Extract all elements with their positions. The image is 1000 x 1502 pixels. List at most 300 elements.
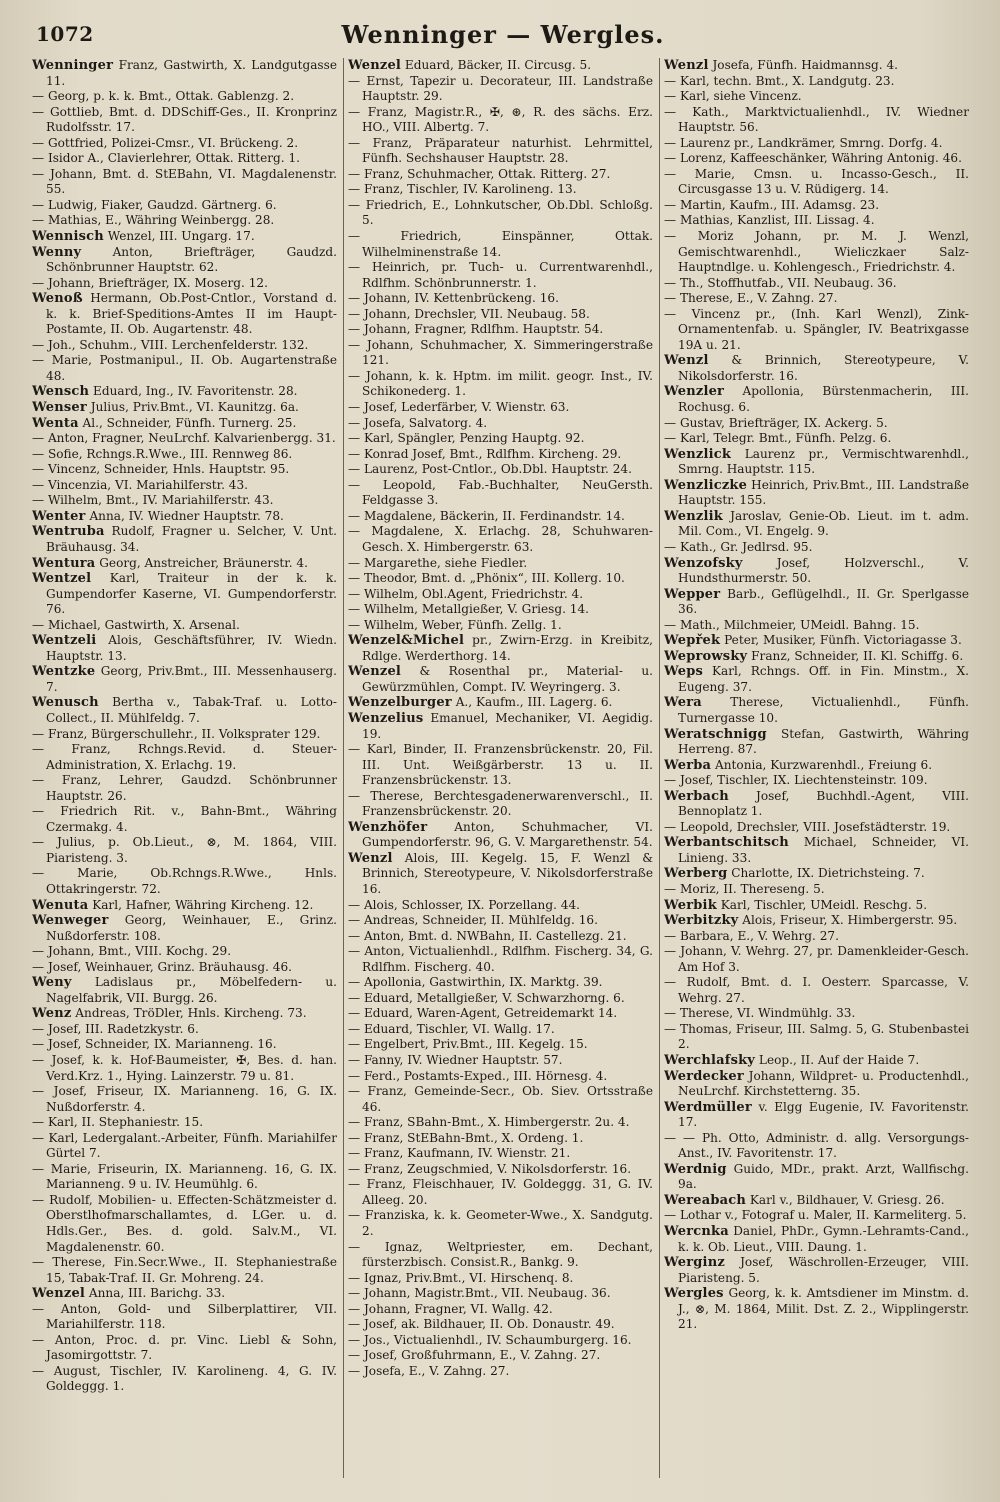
entry-surname: Wentruba [32,524,105,540]
entry-surname: Wepřek [664,633,721,649]
entry-surname: Wenzl [664,58,709,73]
directory-entry [32,1364,337,1395]
entry-details: — Magdalene, Bäckerin, II. Ferdinandstr. 14. [348,508,625,523]
entry-details: — Moriz, II. Thereseng. 5. [664,881,825,896]
directory-entry [32,1131,337,1162]
directory-entry [348,929,653,945]
directory-entry [348,447,653,463]
entry-surname: Wenusch [32,695,99,711]
directory-entry [348,1271,653,1287]
entry-details: — Kath., Gr. Jedlrsd. 95. [664,539,813,554]
directory-entry [348,1115,653,1131]
entry-details: Georg, Anstreicher, Bräunerstr. 4. [95,555,308,570]
entry-details: Karl, Traiteur in der k. k. Gumpendorfer Kaserne, VI. Gumpendorferstr. 76. [46,571,337,617]
entry-details: — — Ph. Otto, Administr. d. allg. Versorgungs-Anst., IV. Favoritenstr. 17. [664,1130,969,1161]
entry-surname: Werchlafsky [664,1053,756,1068]
entry-details: — Eduard, Tischler, VI. Wallg. 17. [348,1021,555,1036]
directory-entry [348,182,653,198]
directory-entry [664,1224,969,1255]
directory-entry [348,602,653,618]
entry-details: — Karl, siehe Vincenz. [664,89,802,104]
entry-details: — Ernst, Tapezir u. Decorateur, III. Landstraße Hauptstr. 29. [348,73,653,104]
directory-entry [664,866,969,882]
entry-details: — Marie, Postmanipul., II. Ob. Augartenstraße 48. [32,353,337,383]
entry-details: — Marie, Ob.Rchngs.R.Wwe., Hnls. Ottakringerstr. 72. [32,866,337,896]
directory-entry [664,447,969,478]
entry-details: — Wilhelm, Metallgießer, V. Griesg. 14. [348,602,589,617]
directory-entry [664,820,969,836]
entry-details: — Josef, ak. Bildhauer, II. Ob. Donaustr. 49. [348,1317,615,1332]
directory-entry [32,509,337,525]
directory-entry [664,1193,969,1209]
directory-entry [348,711,653,742]
entry-surname: Weprowsky [664,648,748,664]
entry-details: — Sofie, Rchngs.R.Wwe., III. Rennweg 86. [32,446,293,461]
entry-details: — Johann, V. Wehrg. 27, pr. Damenkleider-Gesch. Am Hof 3. [664,944,969,974]
entry-details: — Franz, Gemeinde-Secr., Ob. Siev. Ortsstraße 46. [348,1084,653,1114]
directory-entry [348,1022,653,1038]
directory-entry [664,758,969,774]
entry-details: — Eduard, Metallgießer, V. Schwarzhorng. 6. [348,990,625,1005]
directory-entry [664,74,969,90]
entry-details: — Wilhelm, Obl.Agent, Friedrichstr. 4. [348,586,584,601]
directory-entry [348,1333,653,1349]
directory-entry [348,167,653,183]
directory-entry [32,338,337,354]
directory-entry [32,89,337,105]
entry-details: — Johann, Bmt., VIII. Kochg. 29. [32,944,232,959]
entry-details: — Anton, Fragner, NeuLrchf. Kalvarienbergg. 31. [32,431,336,446]
directory-entry [32,416,337,432]
directory-entry [664,1100,969,1131]
directory-entry [348,1177,653,1208]
directory-entry [32,462,337,478]
entry-details: — Rudolf, Bmt. d. I. Oesterr. Sparcasse, V. Wehrg. 27. [664,975,969,1005]
entry-details: Emanuel, Mechaniker, VI. Aegidig. 19. [362,710,653,741]
entry-details: Alois, Geschäftsführer, IV. Wiedn. Hauptstr. 13. [46,633,337,663]
entry-details: — Fanny, IV. Wiedner Hauptstr. 57. [348,1053,563,1067]
entry-details: Jaroslav, Genie-Ob. Lieut. im t. adm. Mil. Com., VI. Engelg. 9. [678,508,969,539]
directory-entry [348,1317,653,1333]
directory-entry [348,556,653,572]
entry-details: — Karl, Binder, II. Franzensbrückenstr. 20, Fil. III. Unt. Weißgärberstr. 13 u. II. Franzensbrückenstr. 13. [348,742,653,788]
entry-details: Josefa, Fünfh. Haidmannsg. 4. [708,58,899,72]
directory-entry [664,58,969,74]
entry-surname: Wenny [32,244,82,260]
directory-entry [348,1286,653,1302]
entry-details: — Wilhelm, Bmt., IV. Mariahilferstr. 43. [32,493,274,508]
entry-details: Apollonia, Bürstenmacherin, III. Rochusg. 6. [678,384,969,415]
entry-details: — Gottlieb, Bmt. d. DDSchiff-Ges., II. Kronprinz Rudolfsstr. 17. [32,104,337,135]
directory-entry [348,291,653,307]
entry-details: Eduard, Ing., IV. Favoritenstr. 28. [89,384,298,399]
directory-entry [664,136,969,152]
entry-surname: Werginz [664,1255,725,1271]
entry-details: Rudolf, Fragner u. Selcher, V. Unt. Bräuhausg. 34. [46,524,337,554]
directory-entry [32,695,337,726]
directory-entry [664,384,969,415]
entry-details: Peter, Musiker, Fünfh. Victoriagasse 3. [720,633,962,648]
entry-details: — Joh., Schuhm., VIII. Lerchenfelderstr. 132. [32,337,309,352]
directory-entry [664,89,969,105]
directory-entry [664,291,969,307]
entry-details: — Johann, Schuhmacher, X. Simmeringerstraße 121. [348,337,653,368]
entry-details: Laurenz pr., Vermischtwarenhdl., Smrng. Hauptstr. 115. [678,446,969,477]
entry-details: Franz, Schneider, II. Kl. Schiffg. 6. [747,648,964,663]
entry-details: Andreas, TröDler, Hnls. Kircheng. 73. [71,1006,307,1021]
entry-details: — Josef, III. Radetzkystr. 6. [32,1021,199,1036]
directory-entry [32,400,337,416]
directory-entry [32,975,337,1006]
directory-columns [32,58,972,1478]
directory-entry [664,353,969,384]
directory-entry [32,773,337,804]
entry-details: — Josefa, E., V. Zahng. 27. [348,1363,510,1378]
directory-entry [348,1208,653,1239]
entry-details: — Lorenz, Kaffeeschänker, Währing Antonig. 46. [664,151,962,166]
directory-entry [664,789,969,820]
entry-details: — Karl, Spängler, Penzing Hauptg. 92. [348,431,585,446]
entry-details: — Franz, Rchngs.Revid. d. Steuer-Administration, X. Erlachg. 19. [32,742,337,772]
entry-surname: Wenzel&Michel [348,633,465,649]
directory-entry [664,416,969,432]
entry-details: Daniel, PhDr., Gymn.-Lehramts-Cand., k. k. Ob. Lieut., VIII. Daung. 1. [678,1224,969,1254]
directory-entry [664,1131,969,1162]
entry-surname: Wenoß [32,291,83,307]
entry-details: — Therese, Fin.Secr.Wwe., II. Stephaniestraße 15, Tabak-Traf. II. Gr. Mohreng. 24. [32,1255,337,1285]
entry-details: — Anton, Victualienhdl., Rdlfhm. Fischerg. 34, G. Rdlfhm. Fischerg. 40. [348,944,653,974]
directory-entry [32,167,337,198]
entry-details: — Vincenzia, VI. Mariahilferstr. 43. [32,477,249,492]
entry-surname: Weny [32,975,72,991]
entry-details: — Franz, Zeugschmied, V. Nikolsdorferstr. 16. [348,1161,632,1176]
directory-entry [664,307,969,354]
entry-details: — Anton, Gold- und Silberplattirer, VII. Mariahilferstr. 118. [32,1301,337,1332]
directory-entry [32,1022,337,1038]
entry-details: — Michael, Gastwirth, X. Arsenal. [32,617,240,632]
entry-details: — Johann, Bmt. d. StEBahn, VI. Magdalenenstr. 55. [32,166,337,197]
directory-entry [348,400,653,416]
entry-surname: Weps [664,664,704,680]
entry-details: — Karl, Telegr. Bmt., Fünfh. Pelzg. 6. [664,431,892,446]
directory-entry [32,960,337,976]
directory-entry [348,664,653,695]
entry-details: Anna, IV. Wiedner Hauptstr. 78. [85,508,284,523]
entry-details: — Konrad Josef, Bmt., Rdlfhm. Kircheng. 29. [348,446,622,461]
directory-entry [664,882,969,898]
entry-details: — Thomas, Friseur, III. Salmg. 5, G. Stubenbastei 2. [664,1021,969,1052]
directory-entry [32,664,337,695]
entry-details: — Johann, Drechsler, VII. Neubaug. 58. [348,306,590,321]
entry-details: — Apollonia, Gastwirthin, IX. Marktg. 39. [348,975,603,990]
directory-entry [348,136,653,167]
running-title: Wenninger — Wergles. [341,20,665,49]
directory-entry [664,151,969,167]
entry-surname: Wenzlik [664,508,723,524]
directory-entry [664,431,969,447]
directory-entry [32,291,337,338]
entry-details: — Isidor A., Clavierlehrer, Ottak. Ritterg. 1. [32,151,301,166]
entry-details: — Georg, p. k. k. Bmt., Ottak. Gablenzg. 2. [32,89,295,104]
directory-entry [32,493,337,509]
entry-details: Josef, Wäschrollen-Erzeuger, VIII. Piaristeng. 5. [678,1255,969,1285]
entry-surname: Wenta [32,415,79,431]
entry-details: — Th., Stoffhutfab., VII. Neubaug. 36. [664,275,897,290]
entry-surname: Wenweger [32,913,109,929]
entry-details: Antonia, Kurzwarenhdl., Freiung 6. [711,757,933,772]
entry-details: — Therese, VI. Windmühlg. 33. [664,1006,856,1021]
entry-details: — Laurenz, Post-Cntlor., Ob.Dbl. Hauptstr. 24. [348,462,632,477]
directory-entry [348,944,653,975]
entry-surname: Wenzelius [348,710,424,726]
entry-surname: Wenzelburger [348,695,452,711]
directory-entry [664,898,969,914]
entry-surname: Wergles [664,1286,724,1302]
directory-entry [348,74,653,105]
directory-entry [664,727,969,758]
directory-entry [664,587,969,618]
entry-details: — Wilhelm, Weber, Fünfh. Zellg. 1. [348,617,562,632]
entry-details: Georg, Weinhauer, E., Grinz. Nußdorferstr. 108. [46,913,337,943]
entry-details: — Math., Milchmeier, UMeidl. Bahng. 15. [664,617,920,632]
entry-details: Wenzel, III. Ungarg. 17. [103,229,255,244]
entry-details: — Franziska, k. k. Geometer-Wwe., X. Sandgutg. 2. [348,1208,653,1239]
directory-entry [664,664,969,695]
entry-details: & Brinnich, Stereotypeure, V. Nikolsdorferstr. 16. [678,353,969,383]
entry-details: Eduard, Bäcker, II. Circusg. 5. [401,58,592,72]
entry-surname: Wenzhöfer [348,819,428,835]
entry-details: — Eduard, Waren-Agent, Getreidemarkt 14. [348,1006,618,1021]
entry-details: — Marie, Friseurin, IX. Marianneng. 16, G. IX. Marianneng. 9 u. IV. Heumühlg. 6. [32,1161,337,1192]
entry-details: — Theodor, Bmt. d. „Phönix“, III. Kollerg. 10. [348,571,625,586]
directory-entry [32,1006,337,1022]
entry-details: — Friedrich, Einspänner, Ottak. Wilhelminenstraße 14. [348,229,653,259]
entry-details: Guido, MDr., prakt. Arzt, Wallfischg. 9a. [678,1161,969,1192]
entry-surname: Wensch [32,384,90,400]
entry-surname: Wenzel [348,664,402,680]
entry-details: — Leopold, Fab.-Buchhalter, NeuGersth. Feldgasse 3. [348,477,653,508]
entry-surname: Wentzeli [32,633,97,649]
entry-details: Alois, III. Kegelg. 15, F. Wenzl & Brinnich, Stereotypeure, V. Nikolsdorferstraße 16. [362,850,653,896]
entry-details: Bertha v., Tabak-Traf. u. Lotto-Collect., II. Mühlfeldg. 7. [46,695,337,725]
entry-details: — Margarethe, siehe Fiedler. [348,555,528,570]
directory-entry [348,105,653,136]
directory-entry [664,1286,969,1333]
entry-details: — Franz, Schuhmacher, Ottak. Ritterg. 27. [348,166,611,181]
entry-details: Julius, Priv.Bmt., VI. Kaunitzg. 6a. [86,400,299,415]
entry-details: — Ignaz, Priv.Bmt., VI. Hirschenq. 8. [348,1270,574,1285]
directory-entry [32,913,337,944]
directory-entry [348,509,653,525]
directory-entry [32,944,337,960]
directory-entry [348,369,653,400]
entry-details: — Josef, Friseur, IX. Marianneng. 16, G. IX. Nußdorferstr. 4. [32,1084,337,1114]
directory-entry [348,851,653,898]
directory-entry [32,1053,337,1084]
directory-entry [348,1084,653,1115]
directory-entry [32,1115,337,1131]
entry-details: Michael, Schneider, VI. Linieng. 33. [678,835,969,865]
directory-entry [664,618,969,634]
directory-entry [348,1348,653,1364]
directory-entry [348,431,653,447]
entry-details: — Franz, Magistr.R., ✠, ⊛, R. des sächs. Erz. HO., VIII. Albertg. 7. [348,104,653,135]
entry-details: — Vincenz pr., (Inh. Karl Wenzl), Zink-Ornamentenfab. u. Spängler, IV. Beatrixgasse 19A u. 21. [664,306,969,352]
entry-details: Al., Schneider, Fünfh. Turnerg. 25. [78,415,297,430]
entry-details: — Rudolf, Mobilien- u. Effecten-Schätzmeister d. Oberstlhofmarschallamtes, d. LGer. u. d. Hdls.Ger., Bes. d. gold. Salv.M., VI. Magdalenenstr. 60. [32,1192,337,1254]
entry-details: — Martin, Kaufm., III. Adamsg. 23. [664,197,880,212]
directory-entry [32,1084,337,1115]
directory-entry [348,1162,653,1178]
entry-details: Hermann, Ob.Post-Cntlor., Vorstand d. k. k. Brief-Speditions-Amtes II im Haupt-Postamte, II. Ob. Augartenstr. 48. [46,291,337,337]
entry-details: — Ludwig, Fiaker, Gaudzd. Gärtnerg. 6. [32,197,277,212]
directory-entry [664,1208,969,1224]
entry-details: — Johann, Fragner, VI. Wallg. 42. [348,1301,553,1316]
directory-entry [32,136,337,152]
directory-entry [32,571,337,618]
entry-surname: Wenzliczke [664,477,748,493]
directory-entry [348,975,653,991]
entry-details: — Josef, k. k. Hof-Baumeister, ✠, Bes. d. han. Verd.Krz. 1., Hying. Lainzerstr. 79 u. 81. [32,1053,337,1083]
directory-entry [348,587,653,603]
entry-surname: Wentura [32,555,96,571]
entry-details: — Alois, Schlosser, IX. Porzellang. 44. [348,897,581,912]
column-2 [348,58,653,1478]
entry-details: — Julius, p. Ob.Lieut., ⊗, M. 1864, VIII. Piaristeng. 3. [32,835,337,865]
directory-entry [348,260,653,291]
directory-entry [32,633,337,664]
entry-details: — August, Tischler, IV. Karolineng. 4, G. IV. Goldeggg. 1. [32,1363,337,1394]
entry-surname: Wera [664,695,702,711]
entry-details: — Franz, Bürgerschullehr., II. Volksprater 129. [32,726,321,741]
entry-details: A., Kaufm., III. Lagerg. 6. [451,695,613,710]
directory-entry [32,58,337,89]
entry-details: Georg, k. k. Amtsdiener im Minstm. d. J., ⊗, M. 1864, Milit. Dst. Z. 2., Wipplingerstr. 21. [678,1286,969,1332]
entry-surname: Wenter [32,508,86,524]
entry-details: — Josef, Großfuhrmann, E., V. Zahng. 27. [348,1348,601,1363]
directory-entry [664,540,969,556]
entry-surname: Werdecker [664,1068,744,1084]
entry-details: Johann, Wildpret- u. Productenhdl., NeuLrchf. Kirchstetterng. 35. [678,1068,969,1099]
directory-entry [664,167,969,198]
directory-entry [32,1037,337,1053]
entry-details: — Moriz Johann, pr. M. J. Wenzl, Gemischtwarenhdl., Wieliczkaer Salz-Hauptndlge. u. Kohlengesch., Friedrichstr. 4. [664,229,969,275]
entry-surname: Werdnig [664,1161,727,1177]
directory-entry [32,198,337,214]
directory-entry [348,198,653,229]
entry-details: — Anton, Bmt. d. NWBahn, II. Castellezg. 21. [348,928,627,943]
directory-entry [32,276,337,292]
directory-entry [348,742,653,789]
directory-entry [348,1131,653,1147]
directory-entry [32,1333,337,1364]
entry-details: — Vincenz, Schneider, Hnls. Hauptstr. 95. [32,462,290,477]
entry-surname: Werbantschitsch [664,835,789,851]
directory-entry [664,1255,969,1286]
entry-details: Josef, Buchhdl.-Agent, VIII. Bennoplatz 1. [678,788,969,819]
entry-details: — Johann, Briefträger, IX. Moserg. 12. [32,275,268,290]
directory-entry [348,991,653,1007]
directory-entry [32,866,337,897]
directory-entry [32,1302,337,1333]
entry-details: Anton, Briefträger, Gaudzd. Schönbrunner Hauptstr. 62. [46,244,337,275]
directory-entry [348,913,653,929]
directory-entry [348,789,653,820]
entry-details: — Anton, Proc. d. pr. Vinc. Liebl & Sohn, Jasomirgottstr. 7. [32,1332,337,1363]
entry-details: — Friedrich Rit. v., Bahn-Bmt., Währing Czermakg. 4. [32,804,337,834]
entry-details: Anton, Schuhmacher, VI. Gumpendorferstr. 96, G. V. Margarethenstr. 54. [362,819,653,850]
entry-details: — Johann, Fragner, Rdlfhm. Hauptstr. 54. [348,322,604,337]
entry-details: Franz, Gastwirth, X. Landgutgasse 11. [46,58,337,88]
column-1 [32,58,337,1478]
entry-details: — Johann, IV. Kettenbrückeng. 16. [348,291,559,306]
directory-entry [664,478,969,509]
entry-details: — Johann, k. k. Hptm. im milit. geogr. Inst., IV. Schikonederg. 1. [348,368,653,399]
entry-details: — Franz, Präparateur naturhist. Lehrmittel, Fünfh. Sechshauser Hauptstr. 28. [348,135,653,166]
directory-entry [32,835,337,866]
entry-details: — Therese, E., V. Zahng. 27. [664,291,838,306]
entry-details: Charlotte, IX. Dietrichsteing. 7. [727,866,925,881]
directory-entry [664,198,969,214]
directory-entry [348,1146,653,1162]
entry-surname: Wenninger [32,58,114,73]
entry-details: Ladislaus pr., Möbelfedern- u. Nagelfabrik, VII. Burgg. 26. [46,975,337,1005]
directory-entry [348,571,653,587]
entry-details: — Karl, II. Stephaniestr. 15. [32,1115,204,1130]
entry-details: — Mathias, E., Währing Weinbergg. 28. [32,213,275,228]
directory-entry [664,229,969,276]
directory-entry [348,58,653,74]
directory-entry [32,618,337,634]
entry-details: — Therese, Berchtesgadenerwarenverschl., II. Franzensbrückenstr. 20. [348,788,653,819]
entry-details: — Josef, Schneider, IX. Marianneng. 16. [32,1037,277,1052]
directory-entry [32,742,337,773]
entry-details: — Franz, Tischler, IV. Karolineng. 13. [348,182,577,197]
entry-surname: Weratschnigg [664,726,767,742]
directory-entry [348,1364,653,1380]
entry-details: — Gottfried, Polizei-Cmsr., VI. Brückeng. 2. [32,135,299,150]
directory-entry [32,1193,337,1255]
directory-entry [348,1069,653,1085]
directory-entry [32,804,337,835]
directory-entry [348,462,653,478]
entry-details: — Engelbert, Priv.Bmt., III. Kegelg. 15. [348,1037,588,1052]
directory-entry [32,245,337,276]
entry-details: — Franz, Kaufmann, IV. Wienstr. 21. [348,1146,571,1161]
column-3 [664,58,969,1478]
entry-surname: Wentzel [32,571,92,587]
directory-entry [32,431,337,447]
directory-entry [348,1240,653,1271]
entry-details: — Gustav, Briefträger, IX. Ackerg. 5. [664,415,888,430]
entry-details: v. Elgg Eugenie, IV. Favoritenstr. 17. [678,1099,969,1130]
directory-entry [348,524,653,555]
directory-entry [664,773,969,789]
directory-entry [32,447,337,463]
directory-entry [664,975,969,1006]
directory-entry [348,338,653,369]
entry-details: — Franz, SBahn-Bmt., X. Himbergerstr. 2u. 4. [348,1115,630,1130]
directory-entry [32,727,337,743]
directory-entry [32,1255,337,1286]
entry-details: — Friedrich, E., Lohnkutscher, Ob.Dbl. Schloßg. 5. [348,197,653,228]
entry-details: — Ferd., Postamts-Exped., III. Hörnesg. 4. [348,1068,608,1083]
entry-details: — Franz, StEBahn-Bmt., X. Ordeng. 1. [348,1130,584,1145]
entry-surname: Wenser [32,400,87,416]
directory-entry [664,556,969,587]
directory-entry [348,1053,653,1069]
entry-details: Josef, Holzverschl., V. Hundsthurmerstr. 50. [678,555,969,586]
